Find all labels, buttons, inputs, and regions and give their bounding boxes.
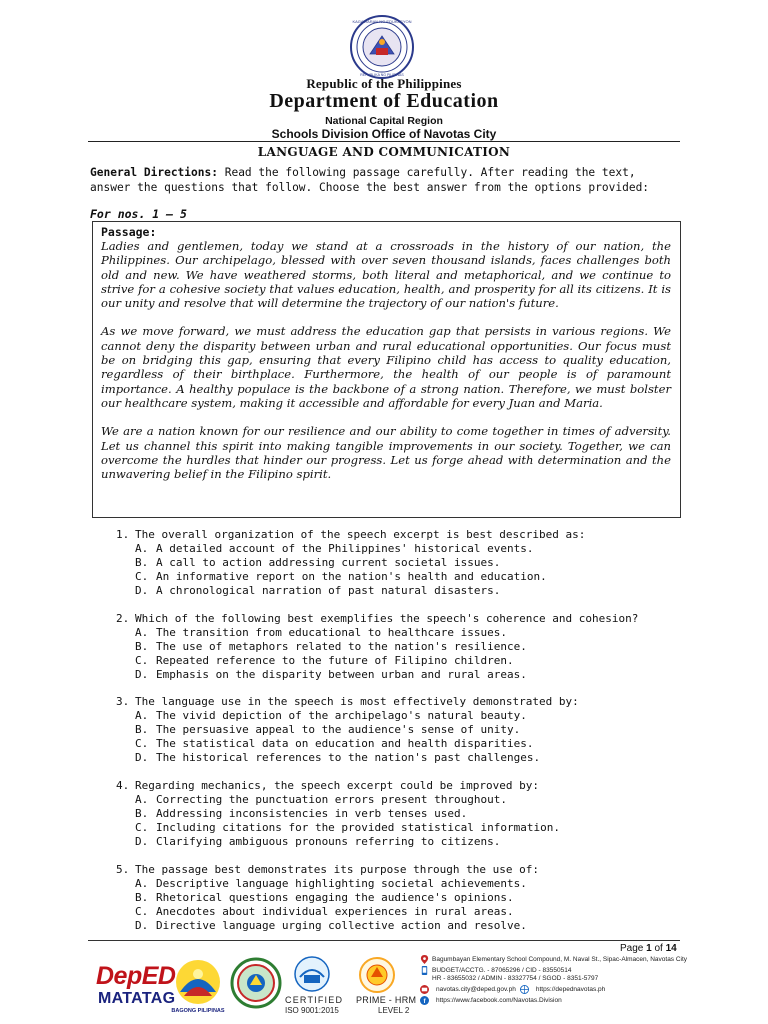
question-text: Which of the following best exemplifies the speech's coherence and cohesion? (135, 611, 639, 625)
bagong-pilipinas-label: BAGONG PILIPINAS (171, 1008, 225, 1014)
passage-paragraph: We are a nation known for our resilience and our ability to come together in times of adversity. Let us channel this spirit into making tangible improvements in our society. Together, we can overcome the hurdles that hinder our progress. Let us forge ahead with determination and the unwavering belief in the Filipino spirit. (101, 424, 671, 482)
option-letter: D. (135, 667, 149, 681)
option-text: Including citations for the provided statistical information. (156, 821, 560, 835)
passage-title: Passage: (101, 225, 157, 239)
directions-text: Read the following passage carefully. After reading the text, answer the questions that follow. Choose the best answer from the options provided: (90, 166, 650, 194)
option-c[interactable] (116, 654, 676, 668)
option-letter: A. (135, 709, 149, 723)
page-total: 14 (665, 943, 677, 954)
svg-text:f: f (423, 998, 426, 1005)
option-text: Descriptive language highlighting societal achievements. (156, 876, 527, 890)
option-text: The use of metaphors related to the nation's resilience. (156, 639, 527, 653)
option-letter: D. (135, 751, 149, 765)
question-5 (116, 863, 676, 933)
option-letter: A. (135, 625, 149, 639)
option-text: A call to action addressing current societal issues. (156, 556, 501, 569)
subject-title: LANGUAGE AND COMMUNICATION (257, 145, 511, 159)
tuv-certification-logo (292, 955, 332, 993)
prime-hrm-label: PRIME - HRM (356, 995, 417, 1005)
email-website-row (420, 986, 690, 994)
option-letter: C. (135, 653, 149, 667)
option-letter: B. (135, 639, 149, 653)
deped-seal-logo (343, 14, 421, 80)
phones-line-1: BUDGET/ACCTG. - 87065296 / CID - 83550514 (432, 967, 572, 974)
option-c[interactable] (116, 737, 676, 751)
email-link[interactable]: navotas.city@deped.gov.ph (436, 986, 516, 993)
option-text: Emphasis on the disparity between urban and rural areas. (156, 667, 527, 681)
location-pin-icon (420, 955, 429, 964)
phones-line-2: HR - 83655032 / ADMIN - 83327754 / SGOD - 8351-5797 (432, 975, 599, 982)
question-number: 1. (116, 528, 130, 541)
option-letter: C. (135, 904, 149, 918)
option-letter: D. (135, 918, 149, 932)
option-text: A chronological narration of past natural disasters. (156, 584, 501, 597)
option-c[interactable] (116, 570, 676, 584)
contact-info (420, 956, 690, 1008)
footer-divider (88, 940, 680, 941)
division-seal-logo (230, 955, 282, 1011)
option-b[interactable] (116, 723, 676, 737)
question-list (116, 528, 676, 946)
certified-label: CERTIFIED (285, 995, 344, 1005)
department-heading: Department of Education (269, 90, 499, 112)
option-text: Anecdotes about individual experiences in rural areas. (156, 904, 514, 918)
passage-paragraph: As we move forward, we must address the education gap that persists in various regions. We cannot deny the disparity between urban and rural educational opportunities. Our focus must be on bridging this gap, ensuring that every Filipino child has access to quality education, regardless of their birthplace. Furthermore, the health of our people is of paramount importance. A healthy populace is the backbone of a strong nation. Therefore, we must bolster our healthcare system, making it accessible and affordable for every Juan and Maria. (101, 324, 671, 410)
option-letter: B. (135, 556, 149, 569)
option-text: Addressing inconsistencies in verb tenses used. (156, 807, 468, 821)
division-heading: Schools Division Office of Navotas City (271, 127, 497, 141)
option-letter: C. (135, 821, 149, 835)
option-a[interactable] (116, 877, 676, 891)
question-text: The passage best demonstrates its purpose through the use of: (135, 862, 539, 876)
option-b[interactable] (116, 807, 676, 821)
option-letter: A. (135, 542, 149, 555)
question-text: Regarding mechanics, the speech excerpt could be improved by: (135, 779, 539, 793)
website-link[interactable]: https://depednavotas.ph (535, 986, 606, 993)
question-3 (116, 695, 676, 765)
option-c[interactable] (116, 905, 676, 919)
option-text: A detailed account of the Philippines' historical events. (156, 542, 534, 555)
option-text: The transition from educational to healthcare issues. (156, 625, 507, 639)
address-row (420, 956, 690, 964)
matatag-logo: MATATAG (98, 990, 176, 1007)
phone-row (420, 967, 690, 983)
option-d[interactable] (116, 668, 676, 682)
seal-bottom-text: REPUBLIKA NG PILIPINAS (360, 73, 404, 77)
question-text: The overall organization of the speech excerpt is best described as: (135, 528, 586, 541)
option-d[interactable] (116, 919, 676, 933)
bagong-pilipinas-logo (170, 956, 226, 1008)
option-letter: D. (135, 584, 149, 597)
directions-label: General Directions: (90, 166, 218, 179)
option-d[interactable] (116, 584, 676, 598)
deped-logo: DepED (96, 962, 176, 990)
option-text: Directive language urging collective action and resolve. (156, 918, 527, 932)
phone-icon (420, 966, 429, 975)
option-a[interactable] (116, 542, 676, 556)
question-number: 2. (116, 611, 130, 625)
option-text: Rhetorical questions engaging the audience's opinions. (156, 890, 514, 904)
prime-hrm-logo (356, 955, 398, 995)
option-a[interactable] (116, 793, 676, 807)
passage-paragraph: Ladies and gentlemen, today we stand at a crossroads in the history of our nation, the Philippines. Our archipelago, blessed with over seven thousand islands, faces challenges both old and new. We have weathered storms, both literal and metaphorical, and we continue to strive for a cohesive society that values education, health, and prosperity for all its citizens. It is our unity and resolve that will determine the trajectory of our nation's future. (101, 239, 671, 311)
page-of: of (651, 943, 666, 954)
facebook-icon (420, 996, 429, 1005)
question-number: 4. (116, 779, 130, 793)
option-text: Repeated reference to the future of Filipino children. (156, 653, 514, 667)
option-letter: A. (135, 876, 149, 890)
for-nos-label: For nos. 1 – 5 (90, 207, 187, 221)
option-letter: D. (135, 835, 149, 849)
general-directions (90, 165, 680, 195)
option-letter: B. (135, 890, 149, 904)
option-text: An informative report on the nation's health and education. (156, 570, 547, 583)
passage-box (92, 221, 681, 518)
email-icon (420, 985, 429, 994)
option-text: The historical references to the nation's past challenges. (156, 751, 541, 765)
page-current: 1 (646, 943, 652, 954)
option-text: The persuasive appeal to the audience's sense of unity. (156, 723, 521, 737)
option-d[interactable] (116, 751, 676, 765)
option-text: The statistical data on education and health disparities. (156, 737, 534, 751)
facebook-row (420, 997, 690, 1005)
level-label: LEVEL 2 (378, 1006, 410, 1015)
option-letter: C. (135, 737, 149, 751)
option-letter: B. (135, 723, 149, 737)
question-4 (116, 779, 676, 849)
option-d[interactable] (116, 835, 676, 849)
option-b[interactable] (116, 640, 676, 654)
option-letter: C. (135, 570, 149, 583)
option-text: Correcting the punctuation errors present throughout. (156, 793, 507, 807)
header-divider (88, 141, 680, 142)
republic-heading: Republic of the Philippines (306, 76, 462, 91)
seal-top-text: KAGAWARAN NG EDUKASYON (352, 19, 412, 24)
question-number: 3. (116, 695, 130, 709)
option-a[interactable] (116, 626, 676, 640)
page-number (620, 943, 677, 954)
page-label: Page (620, 943, 647, 954)
iso-label: ISO 9001:2015 (285, 1006, 339, 1015)
option-b[interactable] (116, 556, 676, 570)
region-heading: National Capital Region (325, 115, 443, 127)
address-text: Bagumbayan Elementary School Compound, M. Naval St., Sipac-Almacen, Navotas City (432, 956, 688, 963)
option-text: Clarifying ambiguous pronouns referring to citizens. (156, 835, 501, 849)
question-2 (116, 612, 676, 682)
option-a[interactable] (116, 709, 676, 723)
question-1 (116, 528, 676, 598)
question-text: The language use in the speech is most effectively demonstrated by: (135, 695, 579, 709)
option-letter: A. (135, 793, 149, 807)
globe-icon (520, 985, 529, 994)
option-letter: B. (135, 807, 149, 821)
option-b[interactable] (116, 891, 676, 905)
option-c[interactable] (116, 821, 676, 835)
option-text: The vivid depiction of the archipelago's natural beauty. (156, 709, 527, 723)
question-number: 5. (116, 862, 130, 876)
facebook-link[interactable]: https://www.facebook.com/Navotas.Division (436, 997, 562, 1004)
